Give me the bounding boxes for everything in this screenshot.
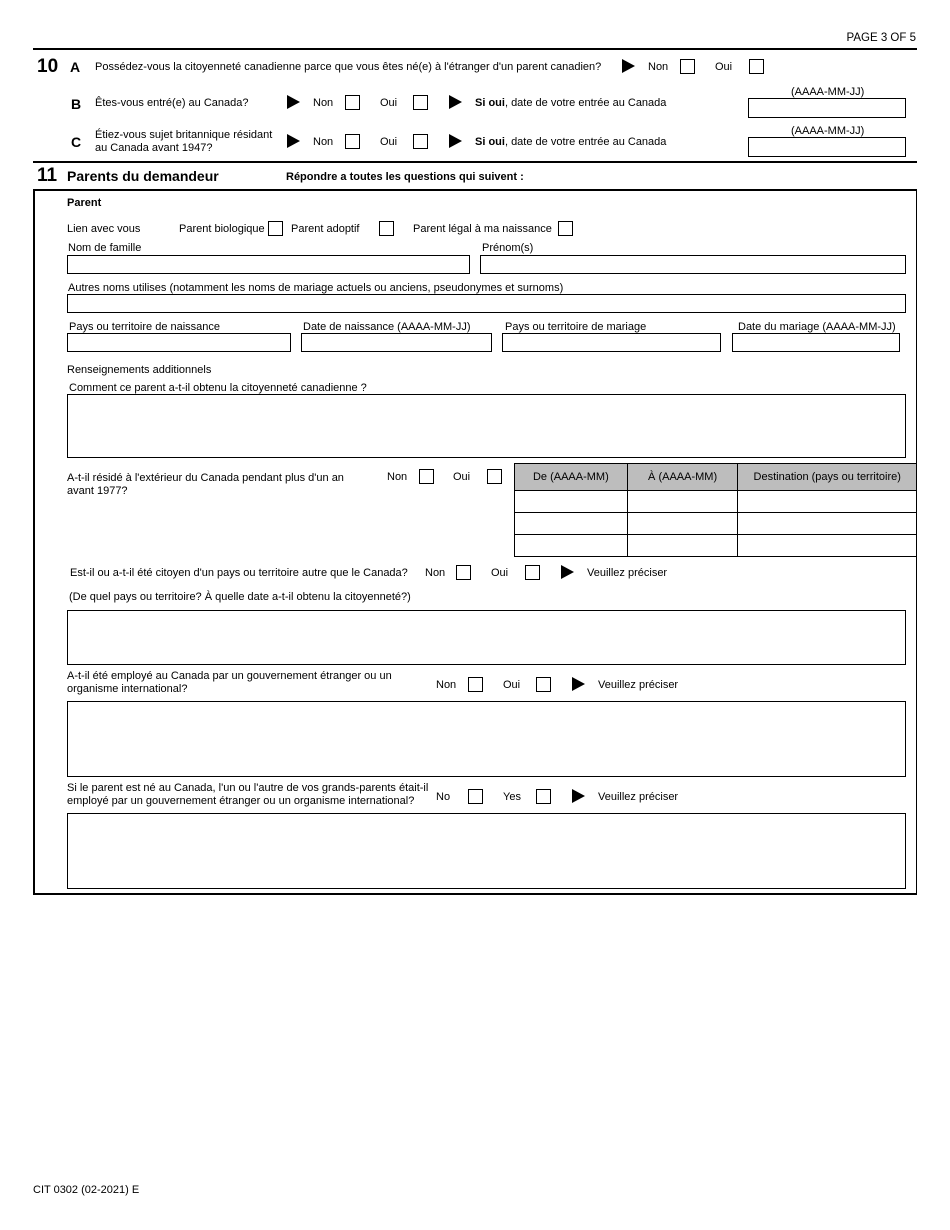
grandparents-no-label: No: [436, 791, 451, 803]
resided-no-checkbox[interactable]: [419, 469, 434, 484]
q10c-yes-checkbox[interactable]: [413, 134, 428, 149]
birth-date-label: Date de naissance (AAAA-MM-JJ): [303, 321, 471, 333]
grandparents-question: [67, 782, 428, 808]
legal-parent-checkbox[interactable]: [558, 221, 573, 236]
table-row: [515, 535, 917, 557]
arrow-right-icon: [561, 565, 574, 579]
q10b-yes-checkbox[interactable]: [413, 95, 428, 110]
if-yes-rest: , date de votre entrée au Canada: [504, 136, 667, 148]
grandparents-line2: employé par un gouvernement étranger ou un organisme international?: [67, 795, 415, 807]
foreign-employed-question: [67, 670, 392, 696]
foreign-no-checkbox[interactable]: [468, 677, 483, 692]
how-citizenship-textarea[interactable]: [67, 394, 906, 458]
resided-no-label: Non: [387, 471, 408, 483]
how-citizenship-label: Comment ce parent a-t-il obtenu la citoyenneté canadienne ?: [69, 382, 367, 394]
question-10b-letter: B: [71, 96, 82, 112]
arrow-right-icon: [287, 134, 300, 148]
q10b-yes-label: Oui: [380, 97, 398, 109]
q10c-date-format: (AAAA-MM-JJ): [791, 125, 865, 137]
table-header-row: [515, 464, 917, 491]
section-10-number: 10: [37, 56, 59, 77]
section-10-bottom-rule: [33, 161, 917, 163]
additional-info-label: Renseignements additionnels: [67, 364, 212, 376]
arrow-right-icon: [572, 677, 585, 691]
other-citizen-no-label: Non: [425, 567, 446, 579]
if-yes-bold: Si oui: [475, 97, 505, 109]
section-11-instruction: Répondre a toutes les questions qui suivent :: [286, 171, 524, 183]
table-row: [515, 513, 917, 535]
q10c-line1: Étiez-vous sujet britannique résidant: [95, 129, 273, 141]
marriage-country-label: Pays ou territoire de mariage: [505, 321, 647, 333]
table-row: [515, 491, 917, 513]
foreign-employed-textarea[interactable]: [67, 701, 906, 777]
other-citizen-yes-label: Oui: [491, 567, 509, 579]
parent-box-bottom: [33, 893, 917, 895]
other-citizen-specify: Veuillez préciser: [587, 567, 668, 579]
q10c-line2: au Canada avant 1947?: [95, 142, 213, 154]
q10c-entry-date-field[interactable]: [748, 137, 906, 157]
destination-cell[interactable]: [738, 513, 917, 535]
q10a-no-checkbox[interactable]: [680, 59, 695, 74]
residence-table: [514, 463, 917, 557]
other-citizen-question: Est-il ou a-t-il été citoyen d'un pays ou territoire autre que le Canada?: [70, 567, 408, 579]
from-cell[interactable]: [515, 491, 628, 513]
birth-country-field[interactable]: [67, 333, 291, 352]
q10b-no-label: Non: [313, 97, 334, 109]
q10b-no-checkbox[interactable]: [345, 95, 360, 110]
birth-date-field[interactable]: [301, 333, 492, 352]
given-names-field[interactable]: [480, 255, 906, 274]
question-10c-text: [95, 129, 272, 155]
column-header-to: À (AAAA-MM): [627, 464, 738, 491]
if-yes-rest: , date de votre entrée au Canada: [504, 97, 667, 109]
given-names-label: Prénom(s): [482, 242, 534, 254]
q10a-yes-label: Oui: [715, 61, 733, 73]
adoptive-checkbox[interactable]: [379, 221, 394, 236]
marriage-country-field[interactable]: [502, 333, 721, 352]
foreign-yes-checkbox[interactable]: [536, 677, 551, 692]
grandparents-yes-checkbox[interactable]: [536, 789, 551, 804]
form-code: CIT 0302 (02-2021) E: [33, 1184, 140, 1196]
section-11-title: Parents du demandeur: [67, 168, 219, 184]
arrow-right-icon: [449, 134, 462, 148]
column-header-destination: Destination (pays ou territoire): [738, 464, 917, 491]
q10c-if-yes-text: [475, 136, 666, 148]
family-name-label: Nom de famille: [68, 242, 142, 254]
relationship-label: Lien avec vous: [67, 223, 141, 235]
birth-country-label: Pays ou territoire de naissance: [69, 321, 221, 333]
grandparents-yes-label: Yes: [503, 791, 521, 803]
arrow-right-icon: [449, 95, 462, 109]
resided-line2: avant 1977?: [67, 485, 128, 497]
top-rule: [33, 48, 917, 50]
other-citizen-subquestion: (De quel pays ou territoire? À quelle date a-t-il obtenu la citoyenneté?): [69, 591, 411, 603]
page-number: PAGE 3 OF 5: [846, 32, 916, 44]
to-cell[interactable]: [627, 491, 738, 513]
foreign-line2: organisme international?: [67, 683, 188, 695]
marriage-date-field[interactable]: [732, 333, 900, 352]
to-cell[interactable]: [627, 513, 738, 535]
to-cell[interactable]: [627, 535, 738, 557]
q10c-yes-label: Oui: [380, 136, 398, 148]
family-name-field[interactable]: [67, 255, 470, 274]
grandparents-textarea[interactable]: [67, 813, 906, 889]
question-10a-letter: A: [70, 59, 81, 75]
q10b-entry-date-field[interactable]: [748, 98, 906, 118]
biological-checkbox[interactable]: [268, 221, 283, 236]
q10a-no-label: Non: [648, 61, 669, 73]
from-cell[interactable]: [515, 535, 628, 557]
section-11-number: 11: [37, 165, 58, 186]
destination-cell[interactable]: [738, 535, 917, 557]
resided-yes-label: Oui: [453, 471, 471, 483]
arrow-right-icon: [572, 789, 585, 803]
parent-box-top: [33, 189, 917, 191]
foreign-specify: Veuillez préciser: [598, 679, 679, 691]
resided-outside-question: [67, 472, 344, 498]
resided-yes-checkbox[interactable]: [487, 469, 502, 484]
resided-line1: A-t-il résidé à l'extérieur du Canada pendant plus d'un an: [67, 472, 344, 484]
question-10c-letter: C: [71, 134, 82, 150]
parent-heading: Parent: [67, 197, 102, 209]
parent-box-left: [33, 189, 35, 895]
grandparents-no-checkbox[interactable]: [468, 789, 483, 804]
foreign-no-label: Non: [436, 679, 457, 691]
q10b-date-format: (AAAA-MM-JJ): [791, 86, 865, 98]
from-cell[interactable]: [515, 513, 628, 535]
biological-label: Parent biologique: [179, 223, 265, 235]
other-citizen-yes-checkbox[interactable]: [525, 565, 540, 580]
other-citizen-no-checkbox[interactable]: [456, 565, 471, 580]
grandparents-line1: Si le parent est né au Canada, l'un ou l'autre de vos grands-parents était-il: [67, 782, 429, 794]
arrow-right-icon: [287, 95, 300, 109]
legal-parent-label: Parent légal à ma naissance: [413, 223, 552, 235]
question-10a-text: Possédez-vous la citoyenneté canadienne parce que vous êtes né(e) à l'étranger d'un parent canadien?: [95, 61, 602, 73]
other-names-field[interactable]: [67, 294, 906, 313]
if-yes-bold: Si oui: [475, 136, 505, 148]
q10c-no-label: Non: [313, 136, 334, 148]
adoptive-label: Parent adoptif: [291, 223, 360, 235]
q10c-no-checkbox[interactable]: [345, 134, 360, 149]
destination-cell[interactable]: [738, 491, 917, 513]
question-10b-text: Êtes-vous entré(e) au Canada?: [95, 97, 249, 109]
marriage-date-label: Date du mariage (AAAA-MM-JJ): [738, 321, 896, 333]
q10a-yes-checkbox[interactable]: [749, 59, 764, 74]
foreign-line1: A-t-il été employé au Canada par un gouvernement étranger ou un: [67, 670, 392, 682]
arrow-right-icon: [622, 59, 635, 73]
q10b-if-yes-text: [475, 97, 666, 109]
other-citizen-textarea[interactable]: [67, 610, 906, 665]
grandparents-specify: Veuillez préciser: [598, 791, 679, 803]
other-names-label: Autres noms utilises (notamment les noms de mariage actuels ou anciens, pseudonymes et surnoms): [68, 282, 564, 294]
foreign-yes-label: Oui: [503, 679, 521, 691]
column-header-from: De (AAAA-MM): [515, 464, 628, 491]
